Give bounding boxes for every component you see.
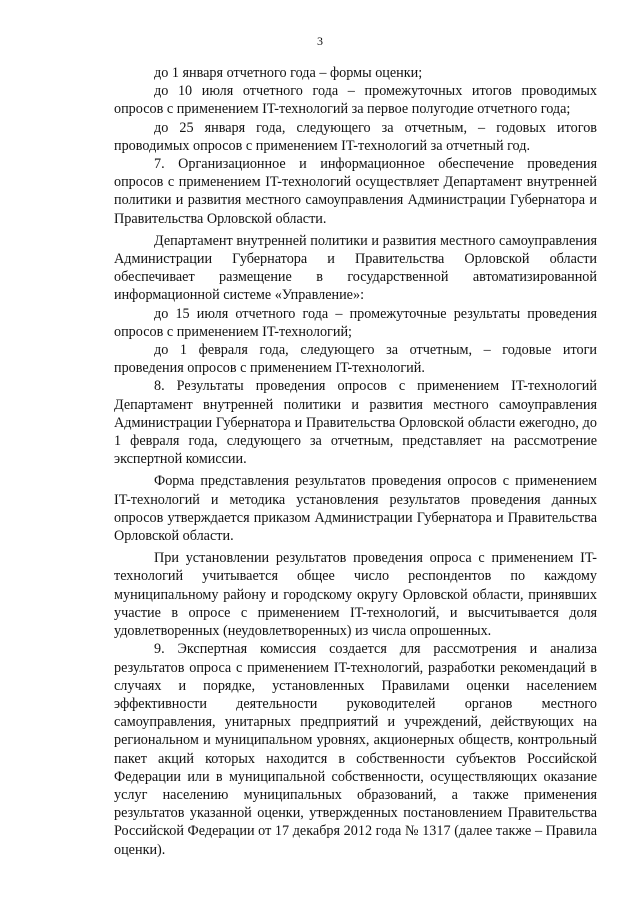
paragraph-item-7: 7. Организационное и информационное обеспечение проведения опросов с применением IT-технологий осуществляет Департамент внутренней политики и развития местного самоуправления Администрации Губернатора и Правительства Орловской области.: [114, 156, 597, 227]
paragraph-deadline-jul10: до 10 июля отчетного года – промежуточных итогов проводимых опросов с применением IT-технологий за первое полугодие отчетного года;: [114, 83, 597, 118]
paragraph-deadline-jan25: до 25 января года, следующего за отчетным, – годовых итогов проводимых опросов с применением IT-технологий за отчетный год.: [114, 119, 597, 154]
paragraph-item-8: 8. Результаты проведения опросов с применением IT-технологий Департамент внутренней политики и развития местного самоуправления Администрации Губернатора и Правительства Орловской области ежегодно, до 1 февраля года, следующего за отчетным, представляет на рассмотрение экспертной комиссии.: [114, 378, 597, 468]
paragraph-deadline-jan1: до 1 января отчетного года – формы оценки;: [154, 65, 423, 81]
paragraph-item-9: 9. Экспертная комиссия создается для рассмотрения и анализа результатов опроса с применением IT-технологий, разработки рекомендаций в случаях и порядке, установленных Правилами оценки населением эффективности деятельности руководителей органов местного самоуправления, унитарных предприятий и учреждений, действующих на региональном и муниципальном уровнях, акционерных обществ, контрольный пакет акций которых находится в собственности субъектов Российской Федерации или в муниципальной собственности, осуществляющих оказание услуг населению муниципальных образований, а также применения результатов указанной оценки, утвержденных постановлением Правительства Российской Федерации от 17 декабря 2012 года № 1317 (далее также – Правила оценки).: [114, 641, 597, 858]
paragraph-department-publishing: Департамент внутренней политики и развития местного самоуправления Администрации Губернатора и Правительства Орловской области обеспечивает размещение в государственной автоматизированной информационной системе «Управление»:: [114, 232, 597, 304]
paragraph-deadline-jul15: до 15 июля отчетного года – промежуточные результаты проведения опросов с применением IT-технологий;: [114, 305, 597, 340]
paragraph-deadline-feb1: до 1 февраля года, следующего за отчетным, – годовые итоги проведения опросов с применением IT-технологий.: [114, 342, 597, 377]
paragraph-form-and-methodology: Форма представления результатов проведения опросов с применением IT-технологий и методика установления результатов проведения данных опросов утверждается приказом Администрации Губернатора и Правительства Орловской области.: [114, 473, 597, 545]
paragraph-results-calculation: При установлении результатов проведения опроса с применением IT-технологий учитывается общее число респондентов по каждому муниципальному району и городскому округу Орловской области, принявших участие в опросе с применением IT-технологий, и высчитывается доля удовлетворенных (неудовлетворенных) из числа опрошенных.: [114, 550, 597, 640]
page-number: 3: [317, 34, 323, 48]
document-body: [114, 64, 597, 859]
